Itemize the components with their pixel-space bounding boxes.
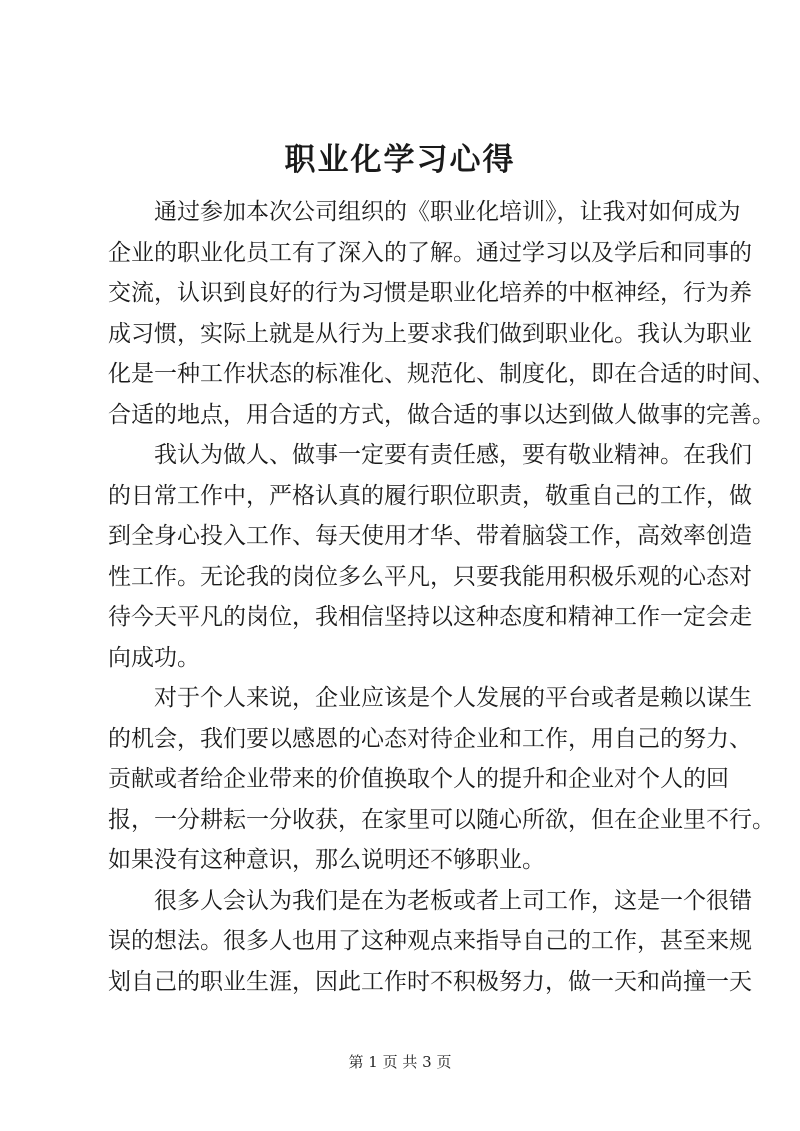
text-line: 通过参加本次公司组织的《职业化培训》，让我对如何成为 xyxy=(154,199,741,225)
text-line: 误的想法。很多人也用了这种观点来指导自己的工作，甚至来规 xyxy=(108,928,752,954)
document-title: 职业化学习心得 xyxy=(284,142,516,178)
text-line: 很多人会认为我们是在为老板或者上司工作，这是一个很错 xyxy=(154,887,752,914)
text-line: 到全身心投入工作、每天使用才华、带着脑袋工作，高效率创造 xyxy=(108,523,752,549)
text-line: 我认为做人、做事一定要有责任感，要有敬业精神。在我们 xyxy=(154,442,752,468)
text-line: 的机会，我们要以感恩的心态对待企业和工作，用自己的努力、 xyxy=(108,725,752,752)
document-body xyxy=(108,192,775,1002)
text-line: 对于个人来说，企业应该是个人发展的平台或者是赖以谋生 xyxy=(154,685,752,711)
text-line: 向成功。 xyxy=(108,644,200,671)
text-line: 如果没有这种意识，那么说明还不够职业。 xyxy=(108,847,545,873)
text-line: 报，一分耕耘一分收获，在家里可以随心所欲，但在企业里不行。 xyxy=(108,806,775,833)
text-line: 贡献或者给企业带来的价值换取个人的提升和企业对个人的回 xyxy=(108,766,729,792)
text-line: 化是一种工作状态的标准化、规范化、制度化，即在合适的时间、 xyxy=(108,361,775,387)
text-line: 成习惯，实际上就是从行为上要求我们做到职业化。我认为职业 xyxy=(108,320,752,347)
text-line: 合适的地点，用合适的方式，做合适的事以达到做人做事的完善。 xyxy=(108,401,775,428)
text-line: 交流，认识到良好的行为习惯是职业化培养的中枢神经，行为养 xyxy=(108,280,752,306)
page-footer: 第 1 页 共 3 页 xyxy=(348,1053,452,1071)
text-line: 待今天平凡的岗位，我相信坚持以这种态度和精神工作一定会走 xyxy=(108,604,752,630)
text-line: 的日常工作中，严格认真的履行职位职责，敬重自己的工作，做 xyxy=(108,482,752,509)
text-line: 划自己的职业生涯，因此工作时不积极努力，做一天和尚撞一天 xyxy=(108,968,752,995)
text-line: 性工作。无论我的岗位多么平凡，只要我能用积极乐观的心态对 xyxy=(108,563,752,590)
text-line: 企业的职业化员工有了深入的了解。通过学习以及学后和同事的 xyxy=(108,239,752,266)
